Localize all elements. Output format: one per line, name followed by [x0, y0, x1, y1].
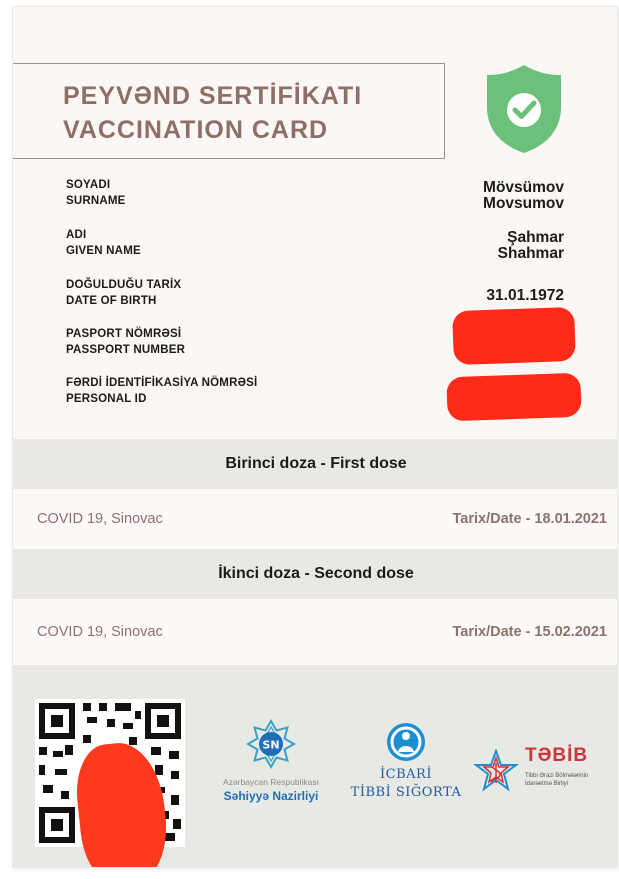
mandatory-health-insurance-logo: [343, 721, 469, 811]
given-name-label-az: ADI: [66, 229, 87, 241]
first-dose-date: Tarix/Date - 18.01.2021: [452, 511, 607, 527]
surname-field: [66, 179, 606, 217]
given-name-label-en: GIVEN NAME: [66, 245, 141, 257]
title-box: [13, 63, 445, 159]
first-dose-header: Birinci doza - First dose: [13, 439, 618, 489]
tabib-line2: İdarəetmə Birliyi: [525, 781, 569, 787]
tabib-name: TƏBİB: [525, 745, 589, 766]
shield-check-icon: [483, 63, 565, 155]
tabib-logo: [473, 745, 603, 805]
surname-value-az: Mövsümov: [483, 179, 564, 196]
given-name-value-az: Şahmar: [507, 229, 564, 246]
insurance-line1: İCBARİ: [380, 767, 432, 782]
ministry-emblem-text: SN: [262, 738, 280, 752]
dob-label-az: DOĞULDUĞU TARİX: [66, 279, 182, 291]
personal-id-label-en: PERSONAL ID: [66, 393, 147, 405]
given-name-value-en: Shahmar: [497, 245, 564, 262]
passport-redaction: [452, 307, 576, 365]
ministry-emblem-icon: [246, 719, 296, 769]
insurance-emblem-icon: [385, 721, 427, 763]
dob-label-en: DATE OF BIRTH: [66, 295, 157, 307]
surname-label-en: SURNAME: [66, 195, 126, 207]
passport-label-en: PASSPORT NUMBER: [66, 344, 186, 356]
ministry-line1: Azərbaycan Respublikası: [223, 777, 319, 787]
insurance-line2: TİBBİ SIĞORTA: [350, 785, 462, 800]
ministry-of-health-logo: [211, 719, 331, 809]
first-dose-vaccine: COVID 19, Sinovac: [37, 511, 163, 527]
second-dose-header: İkinci doza - Second dose: [13, 549, 618, 599]
passport-label-az: PASPORT NÖMRƏSİ: [66, 328, 182, 340]
dob-value: 31.01.1972: [486, 287, 564, 304]
personal-id-label-az: FƏRDİ İDENTİFİKASİYA NÖMRƏSİ: [66, 377, 258, 389]
title-en: VACCINATION CARD: [63, 116, 329, 144]
second-dose-date: Tarix/Date - 15.02.2021: [452, 624, 607, 640]
second-dose-vaccine: COVID 19, Sinovac: [37, 624, 163, 640]
ministry-line2: Səhiyyə Nazirliyi: [223, 789, 319, 803]
first-dose-row: [13, 489, 618, 549]
given-name-field: [66, 229, 606, 267]
personal-id-redaction: [446, 373, 581, 422]
second-dose-row: [13, 599, 618, 665]
surname-value-en: Movsumov: [483, 195, 564, 212]
vaccination-card: [12, 6, 618, 868]
tabib-line1: Tibbi Ərazi Bölmələrinin: [525, 773, 589, 779]
qr-code[interactable]: [35, 699, 185, 847]
surname-label-az: SOYADI: [66, 179, 111, 191]
footer: [13, 665, 618, 868]
title-az: PEYVƏND SERTİFİKATI: [63, 82, 363, 110]
tabib-star-icon: [473, 749, 519, 795]
